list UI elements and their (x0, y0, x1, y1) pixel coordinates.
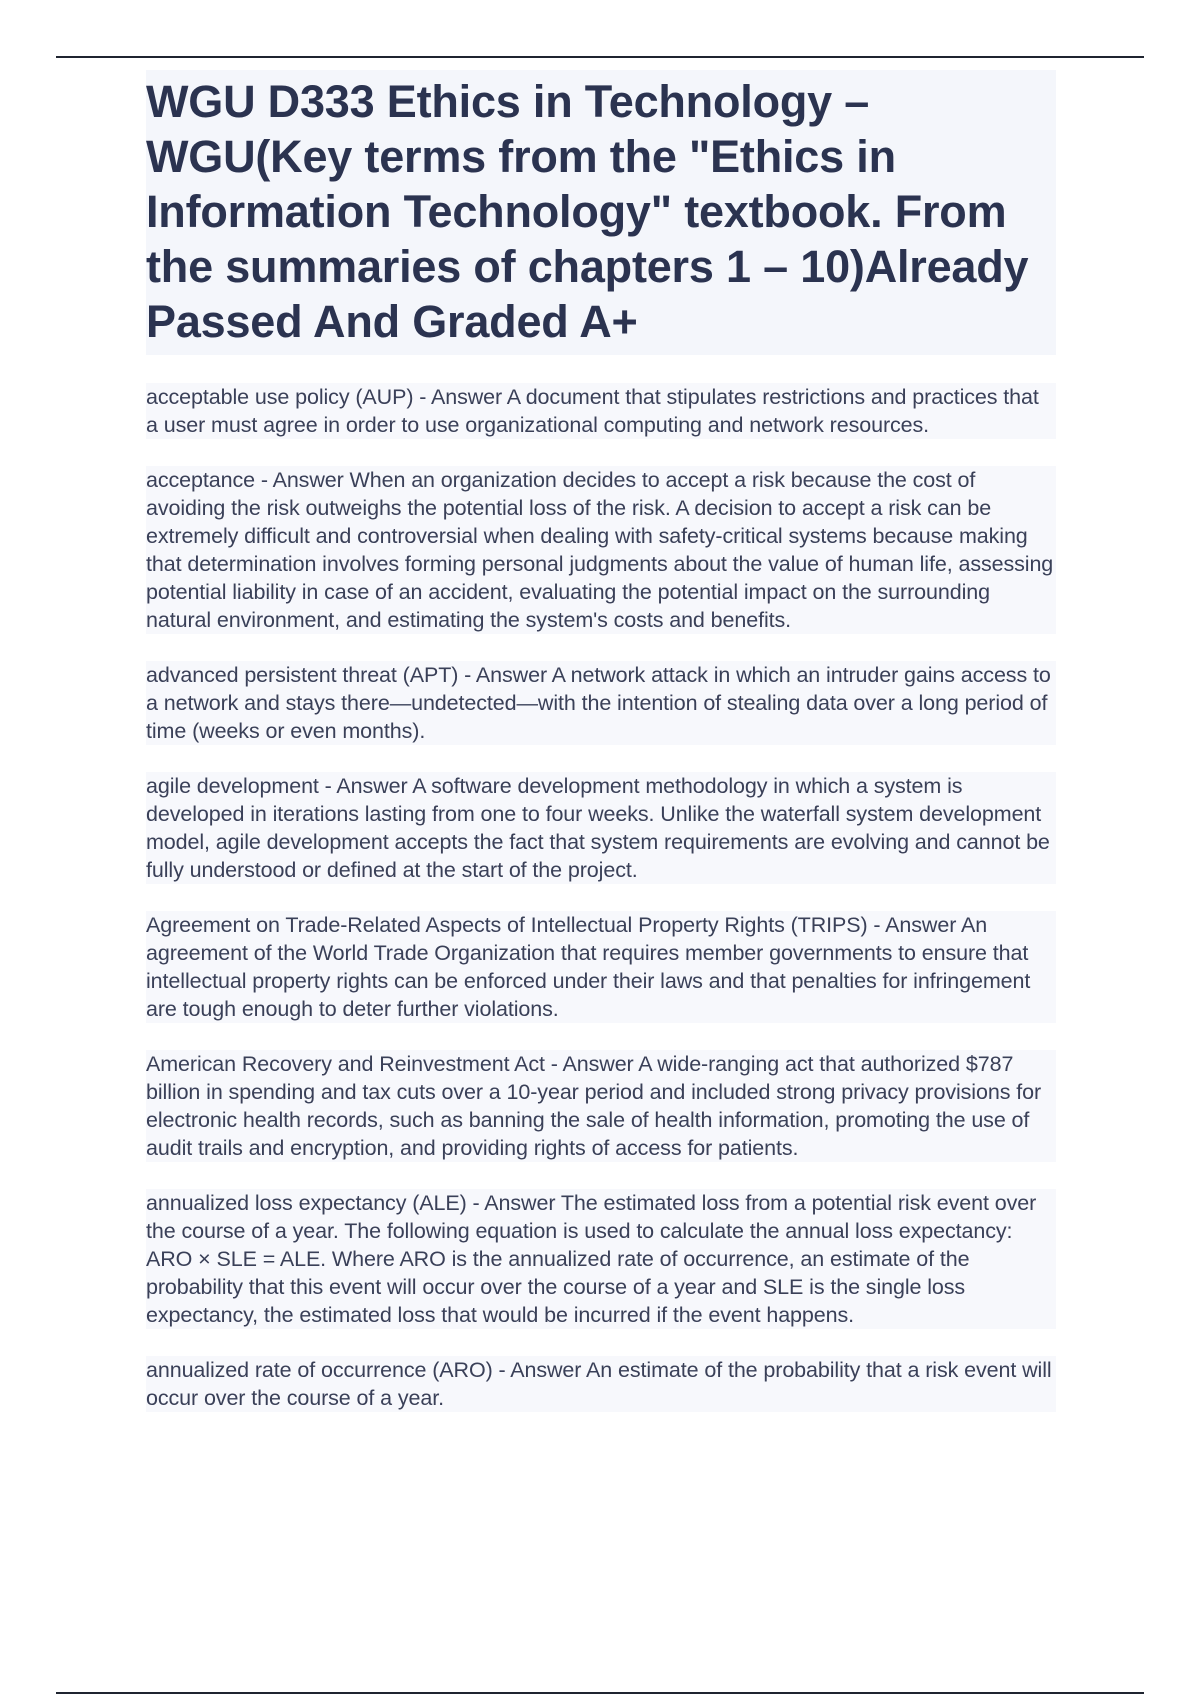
term-entry-trips: Agreement on Trade-Related Aspects of Intellectual Property Rights (TRIPS) - Answer An agreement of the World Trade Organization that requires member governments to ensure that intellectual property rights can be enforced under their laws and that penalties for infringement are tough enough to deter further violations. (146, 911, 1056, 1023)
term-entry-aup: acceptable use policy (AUP) - Answer A document that stipulates restrictions and practices that a user must agree in order to use organizational computing and network resources. (146, 383, 1056, 439)
term-entry-aro: annualized rate of occurrence (ARO) - Answer An estimate of the probability that a risk event will occur over the course of a year. (146, 1356, 1056, 1412)
term-list (146, 383, 1056, 1412)
term-entry-apt: advanced persistent threat (APT) - Answer A network attack in which an intruder gains access to a network and stays there—undetected—with the intention of stealing data over a long period of time (weeks or even months). (146, 661, 1056, 745)
term-entry-acceptance: acceptance - Answer When an organization decides to accept a risk because the cost of avoiding the risk outweighs the potential loss of the risk. A decision to accept a risk can be extremely difficult and controversial when dealing with safety-critical systems because making that determination involves forming personal judgments about the value of human life, assessing potential liability in case of an accident, evaluating the potential impact on the surrounding natural environment, and estimating the system's costs and benefits. (146, 466, 1056, 634)
title-block (146, 70, 1056, 355)
term-entry-ale: annualized loss expectancy (ALE) - Answer The estimated loss from a potential risk event over the course of a year. The following equation is used to calculate the annual loss expectancy: ARO × SLE = ALE. Where ARO is the annualized rate of occurrence, an estimate of the probability that this event will occur over the course of a year and SLE is the single loss expectancy, the estimated loss that would be incurred if the event happens. (146, 1189, 1056, 1329)
bottom-rule (56, 1692, 1144, 1694)
term-entry-agile-development: agile development - Answer A software development methodology in which a system is developed in iterations lasting from one to four weeks. Unlike the waterfall system development model, agile development accepts the fact that system requirements are evolving and cannot be fully understood or defined at the start of the project. (146, 772, 1056, 884)
document-body (146, 70, 1056, 1439)
top-rule (56, 56, 1144, 58)
term-entry-recovery-act: American Recovery and Reinvestment Act - Answer A wide-ranging act that authorized $787 billion in spending and tax cuts over a 10-year period and included strong privacy provisions for electronic health records, such as banning the sale of health information, promoting the use of audit trails and encryption, and providing rights of access for patients. (146, 1050, 1056, 1162)
document-title: WGU D333 Ethics in Technology – WGU(Key terms from the "Ethics in Information Technology" textbook. From the summaries of chapters 1 – 10)Already Passed And Graded A+ (146, 76, 1029, 347)
